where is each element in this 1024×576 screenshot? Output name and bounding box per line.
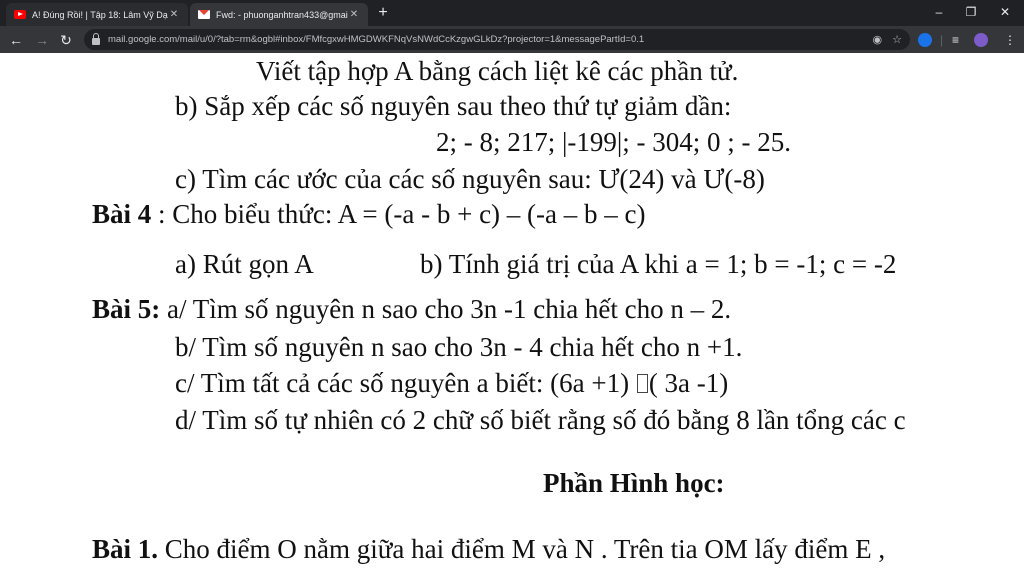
text-line: b/ Tìm số nguyên n sao cho 3n - 4 chia hết cho n +1.	[175, 332, 743, 362]
text-line-divisibility	[175, 366, 728, 400]
text-line: Viết tập hợp A bằng cách liệt kê các phần tử.	[256, 56, 739, 86]
text-line: c) Tìm các ước của các số nguyên sau: Ư(24) và Ư(-8)	[175, 164, 765, 194]
tab-youtube[interactable]	[6, 3, 188, 26]
exercise-5-line	[92, 292, 731, 326]
address-bar[interactable]	[84, 29, 910, 50]
text-line: b) Sắp xếp các số nguyên sau theo thứ tự giảm dần:	[175, 91, 732, 121]
menu-icon[interactable]: ⋮	[1004, 33, 1016, 47]
avatar[interactable]	[974, 33, 988, 47]
tab-gmail[interactable]	[190, 3, 368, 26]
exercise-text: Cho điểm O nằm giữa hai điểm M và N . Trên tia OM lấy điểm E ,	[158, 534, 886, 564]
exercise-4-line	[92, 197, 645, 231]
browser-toolbar	[0, 26, 1024, 53]
close-icon[interactable]: ✕	[169, 9, 179, 20]
new-tab-button[interactable]: +	[378, 4, 388, 21]
close-icon[interactable]: ✕	[349, 9, 359, 20]
text-line: a) Rút gọn A	[175, 249, 314, 279]
exercise-1-line	[92, 532, 885, 566]
exercise-text: a/ Tìm số nguyên n sao cho 3n -1 chia hết cho n – 2.	[160, 294, 732, 324]
text-part: ( 3a -1)	[648, 368, 729, 398]
tab-title: A! Đúng Rồi! | Tập 18: Lâm Vỹ Dạ	[32, 9, 168, 20]
document-viewer	[0, 53, 1024, 576]
forward-arrow-icon[interactable]: →	[35, 32, 49, 48]
gmail-icon	[198, 10, 210, 19]
minimize-icon[interactable]: –	[935, 5, 943, 19]
back-arrow-icon[interactable]: ←	[9, 32, 23, 48]
text-line: b) Tính giá trị của A khi a = 1; b = -1; c = -2	[420, 249, 897, 279]
exercise-label: Bài 5:	[92, 294, 161, 324]
text-line: d/ Tìm số tự nhiên có 2 chữ số biết rằng số đó bằng 8 lần tổng các c	[175, 405, 906, 435]
extension-icon[interactable]	[918, 33, 932, 47]
section-heading: Phần Hình học:	[543, 468, 725, 498]
reload-icon[interactable]: ↻	[60, 32, 72, 48]
eye-icon[interactable]: ◉	[872, 34, 883, 46]
tab-strip	[0, 0, 1024, 26]
restore-icon[interactable]: ❐	[965, 5, 977, 19]
star-icon[interactable]: ☆	[892, 34, 902, 46]
window-close-icon[interactable]: ✕	[999, 5, 1011, 19]
text-line: 2; - 8; 217; |-199|; - 304; 0 ; - 25.	[436, 127, 792, 157]
lock-icon	[92, 38, 100, 45]
youtube-icon	[14, 10, 26, 19]
exercise-label: Bài 4	[92, 199, 152, 229]
exercise-label: Bài 1.	[92, 534, 159, 564]
missing-symbol-icon	[637, 374, 648, 393]
url-text[interactable]: mail.google.com/mail/u/0/?tab=rm&ogbl#inbox/FMfcgxwHMGDWKFNqVsNWdCcKzgwGLkDz?projector=1&messagePartId=0.1	[108, 34, 645, 45]
media-control-icon[interactable]: ≡	[952, 33, 960, 47]
divider: |	[940, 33, 944, 47]
text-part: c/ Tìm tất cả các số nguyên a biết: (6a +1)	[175, 368, 636, 398]
tab-title: Fwd: - phuonganhtran433@gmai	[216, 9, 348, 20]
exercise-text: : Cho biểu thức: A = (-a - b + c) – (-a – b – c)	[151, 199, 646, 229]
